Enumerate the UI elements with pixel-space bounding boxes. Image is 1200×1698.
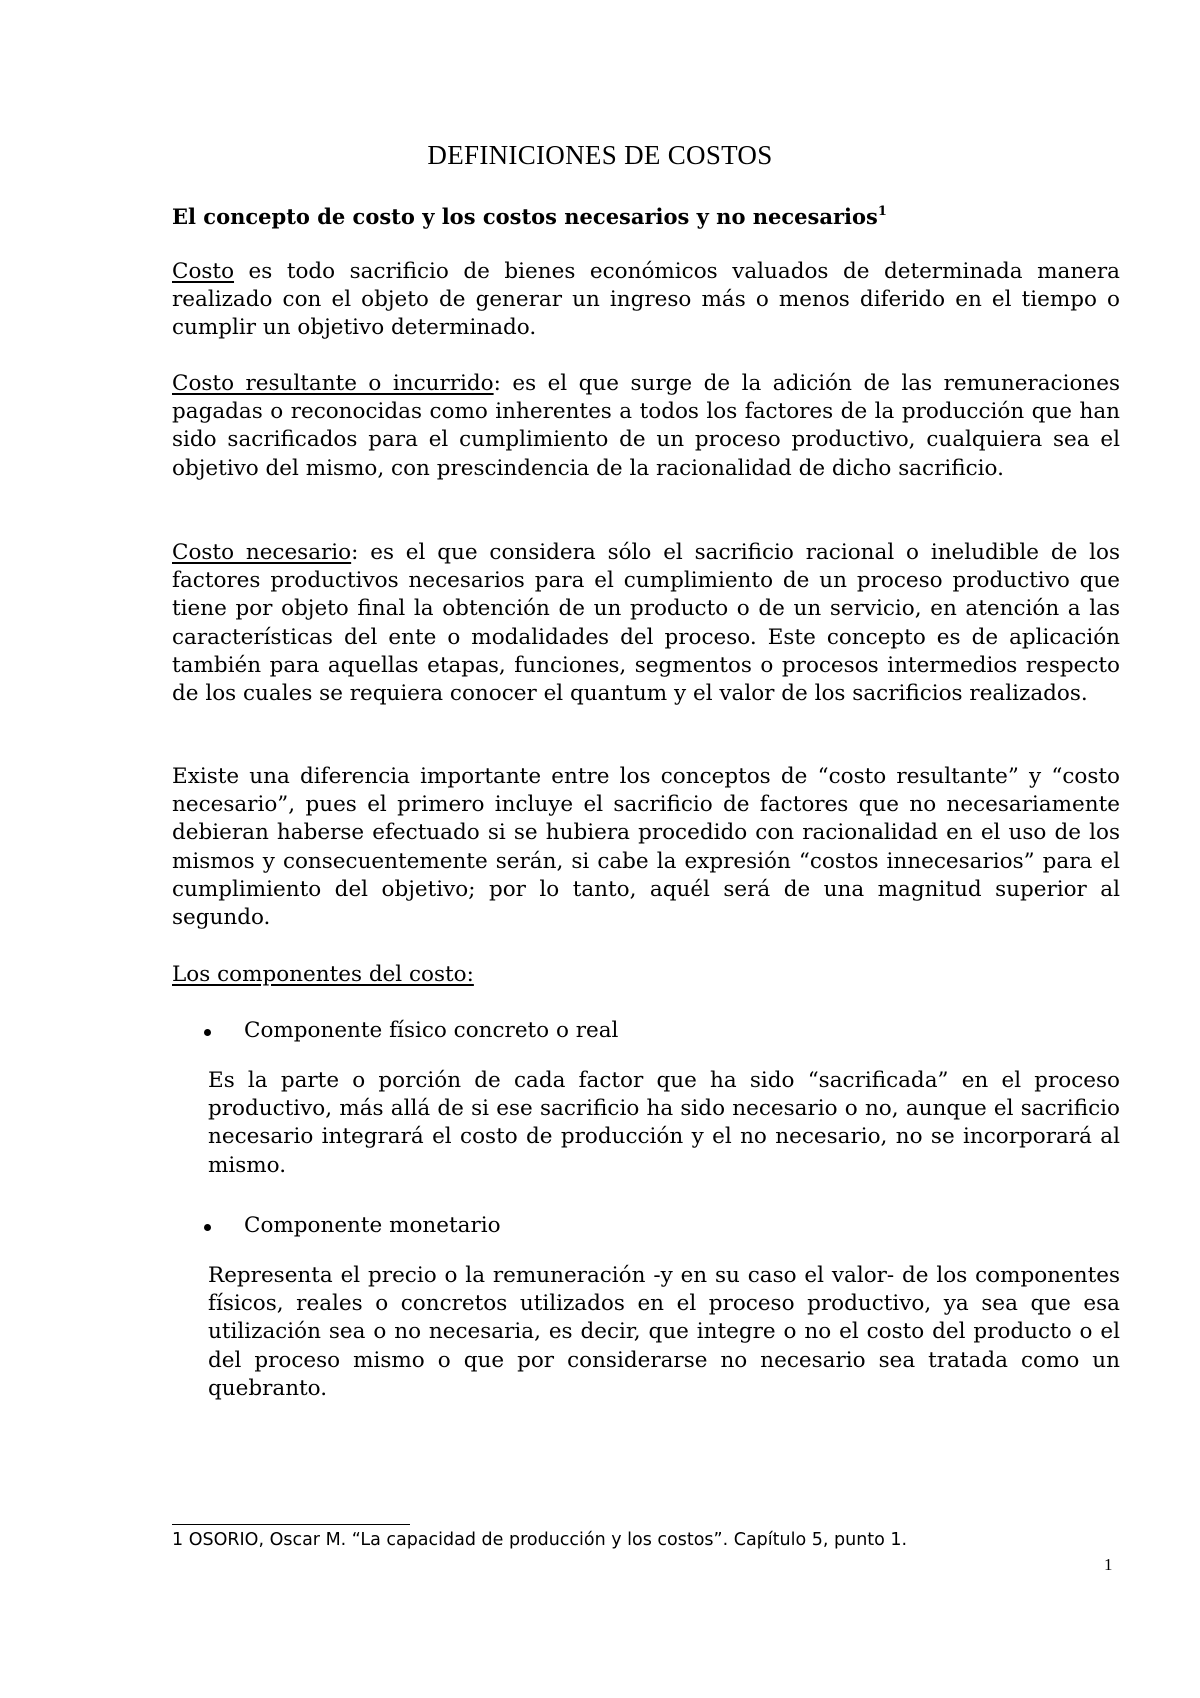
footnote-divider (172, 1524, 410, 1525)
section-subtitle (172, 204, 887, 229)
definition-costo (172, 258, 1120, 343)
footnote: 1 OSORIO, Oscar M. “La capacidad de producción y los costos”. Capítulo 5, punto 1. (172, 1530, 908, 1550)
component-description: Representa el precio o la remuneración -y en su caso el valor- de los componentes físicos, reales o concretos utilizados en el proceso productivo, ya sea que esa utilización sea o no necesaria, es decir, que integre o no el costo del producto o el del proceso mismo o que por considerarse no necesario sea tratada como un quebranto. (208, 1263, 1120, 1401)
list-item (172, 1017, 1120, 1045)
term-costo: Costo (172, 259, 235, 284)
components-heading-text: Los componentes del costo: (172, 962, 474, 987)
term-costo-resultante: Costo resultante o incurrido (172, 371, 494, 396)
component-label: Componente monetario (244, 1213, 501, 1238)
bullet-icon (204, 1029, 211, 1036)
components-heading (172, 961, 1120, 989)
definition-costo-text: es todo sacrificio de bienes económicos valuados de determinada manera realizado con el objeto de generar un ingreso más o menos diferido en el tiempo o cumplir un objetivo determinado. (172, 259, 1120, 341)
subtitle-text: El concepto de costo y los costos necesarios y no necesarios (172, 204, 878, 229)
definition-costo-resultante (172, 370, 1120, 483)
page-title: DEFINICIONES DE COSTOS (427, 140, 773, 170)
component-label: Componente físico concreto o real (244, 1018, 619, 1043)
definition-costo-resultante-text: : es el que surge de la adición de las remuneraciones pagadas o reconocidas como inherentes a todos los factores de la producción que han sido sacrificados para el cumplimiento de un proceso productivo, cualquiera sea el objetivo del mismo, con prescindencia de la racionalidad de dicho sacrificio. (172, 371, 1120, 481)
bullet-icon (204, 1224, 211, 1231)
definition-costo-necesario-text: : es el que considera sólo el sacrificio racional o ineludible de los factores productivos necesarios para el cumplimiento de un proceso productivo que tiene por objeto final la obtención de un producto o de un servicio, en atención a las características del ente o modalidades del proceso. Este concepto es de aplicación también para aquellas etapas, funciones, segmentos o procesos intermedios respecto de los cuales se requiera conocer el quantum y el valor de los sacrificios realizados. (172, 540, 1120, 707)
page-number: 1 (1104, 1555, 1113, 1574)
footnote-reference: 1 (877, 204, 887, 219)
component-description: Es la parte o porción de cada factor que ha sido “sacrificada” en el proceso productivo, más allá de si ese sacrificio ha sido necesario o no, aunque el sacrificio necesario integrará el costo de producción y el no necesario, no se incorporará al mismo. (208, 1068, 1120, 1178)
list-item (172, 1212, 1120, 1240)
definition-costo-necesario (172, 539, 1120, 708)
difference-paragraph: Existe una diferencia importante entre los conceptos de “costo resultante” y “costo necesario”, pues el primero incluye el sacrificio de factores que no necesariamente debieran haberse efectuado si se hubiera procedido con racionalidad en el uso de los mismos y consecuentemente serán, si cabe la expresión “costos innecesarios” para el cumplimiento del objetivo; por lo tanto, aquél será de una magnitud superior al segundo. (172, 764, 1120, 931)
term-costo-necesario: Costo necesario (172, 540, 352, 565)
